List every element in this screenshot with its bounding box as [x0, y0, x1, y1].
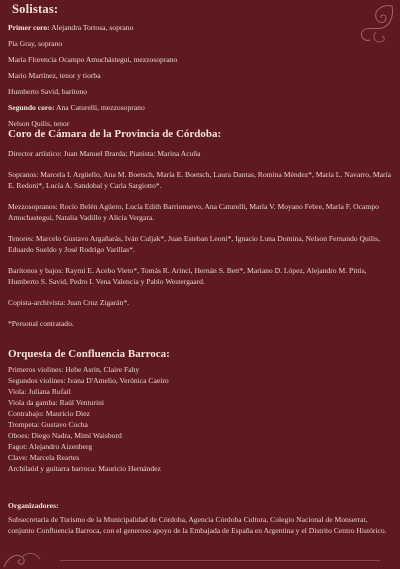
organizers-title: Organizadores:: [8, 501, 59, 510]
orchestra-title: Orquesta de Confluencia Barroca:: [8, 348, 170, 360]
orchestra-member: Trompeta: Gustavo Cocha: [8, 420, 88, 429]
orchestra-member: Segundos violines: Ivana D'Amelio, Verónica Caeiro: [8, 376, 169, 385]
soloist-line: Mario Martínez, tenor y tiorba: [8, 71, 101, 80]
soloist-line: Nelson Quilis, tenor: [8, 119, 70, 128]
soloist-line: Humberto Savid, barítono: [8, 87, 88, 96]
soloists-title: Solistas:: [12, 2, 59, 16]
orchestra-member: Clave: Marcela Reartes: [8, 453, 80, 462]
primer-coro-label: Primer coro:: [8, 23, 50, 32]
soloist-name: Ana Caturelli, mezzosoprano: [55, 103, 145, 112]
soloist-line: Pía Gray, soprano: [8, 39, 63, 48]
organizers-section: [8, 500, 392, 536]
soloist-line: [8, 22, 392, 33]
organizers-text: Subsecretaría de Turismo de la Municipalidad de Córdoba, Agencia Córdoba Cultura, Colegio Nacional de Monserrat, conjunto Confluencia Barroca, con el generoso apoyo de la Embajada de España en Argentina y el Distrito Centro Histórico.: [8, 515, 387, 535]
soloist-line: [8, 102, 392, 113]
orchestra-member: Viola da gamba: Raúl Venturini: [8, 398, 104, 407]
orchestra-member: Primeros violines: Hebe Asrin, Claire Fahy: [8, 365, 140, 374]
choir-sopranos: Sopranos: Marcela I. Argüello, Ana M. Boetsch, María E. Boetsch, Laura Dantas, Romina Méndez*, María L. Navarro, María E. Redoni*, Lucía A. Sandobal y Carla Sargiotto*.: [8, 170, 392, 190]
orchestra-member: Oboes: Diego Nadra, Mimí Waisbord: [8, 431, 122, 440]
orchestra-member: Viola: Juliana Rufail: [8, 387, 71, 396]
soloists-section: [8, 0, 392, 129]
orchestra-member: Contrabajo: Mauricio Diez: [8, 409, 90, 418]
choir-mezzos: Mezzosopranos: Rocío Belén Agüero, Lucía Edith Barrionuevo, Ana Caturelli, María V. Moyano Febre, María F. Ocampo Amuchastegui, Natalia Vadillo y Alicia Vergara.: [8, 202, 379, 222]
flourish-ornament-icon: [2, 547, 42, 569]
soloist-line: María Florencia Ocampo Amuchástegui, mezzosoprano: [8, 55, 178, 64]
choir-copyist: Copista-archivista: Juan Cruz Zigarán*.: [8, 298, 130, 307]
choir-tenors: Tenores: Marcelo Gustavo Argañarás, Iván Culjak*, Juan Esteban Leoni*, Ignacio Luna Domina, Nelson Fernando Quilis, Eduardo Sueldo y José Rodrigo Varillas*.: [8, 234, 380, 254]
choir-director: Director artístico: Juan Manuel Brarda; Pianista: Marina Acuña: [8, 149, 201, 158]
segundo-coro-label: Segundo coro:: [8, 103, 55, 112]
choir-baritones: Barítonos y bajos: Raymi E. Acebo Vieto*, Tomás R. Arinci, Hernán S. Bett*, Mariano D. López, Alejandro M. Pittis, Humberto S. Savid, Pedro I. Vena Valencia y Pablo Westergaard.: [8, 266, 367, 286]
choir-section: [8, 128, 392, 329]
soloist-name: Alejandra Tortosa, soprano: [51, 23, 134, 32]
choir-note: *Personal contratado.: [8, 319, 74, 328]
orchestra-member: Archilaúd y guitarra barroca: Mauricio Hernández: [8, 464, 161, 473]
orchestra-member: Fagot: Alejandro Aizenberg: [8, 442, 93, 451]
orchestra-section: [8, 348, 392, 474]
footer-divider: [60, 560, 380, 561]
choir-title: Coro de Cámara de la Provincia de Córdoba:: [8, 128, 222, 140]
